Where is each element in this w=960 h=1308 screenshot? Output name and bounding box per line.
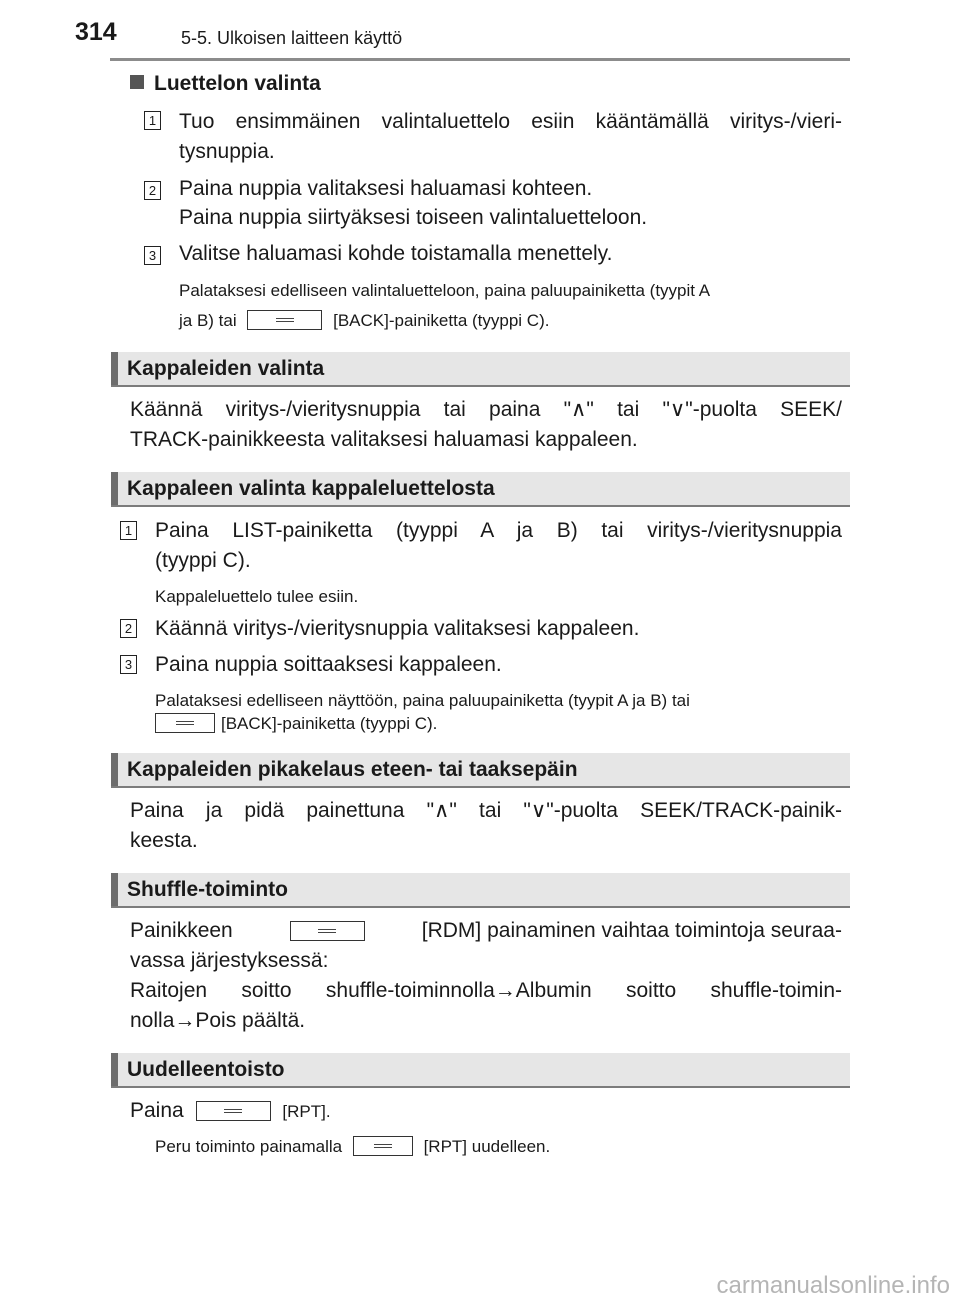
step-number-box: 3 (120, 655, 137, 674)
step-text: tysnuppia. (179, 140, 275, 163)
rpt-button-icon (196, 1101, 271, 1121)
step-number-box: 1 (144, 111, 161, 130)
step-number-box: 2 (120, 619, 137, 638)
chapter-title: 5-5. Ulkoisen laitteen käyttö (181, 28, 403, 48)
step-text: Paina LIST-painiketta (tyyppi A ja B) tai viritys-/vieritysnuppia (155, 519, 842, 542)
rdm-button-icon (290, 921, 365, 941)
step-number-box: 3 (144, 246, 161, 265)
body-text: keesta. (130, 829, 198, 852)
body-text: Painikkeen [RDM] painaminen vaihtaa toimintoja seuraa- (130, 919, 842, 942)
step-number-box: 1 (120, 521, 137, 540)
note-text: [BACK]-painiketta (tyyppi C). (155, 711, 437, 737)
section-heading-track-list: Kappaleen valinta kappaleluettelosta (111, 472, 850, 507)
note-text: Kappaleluettelo tulee esiin. (155, 587, 359, 606)
body-text: Käännä viritys-/vieritysnuppia tai paina "∧" tai "∨"-puolta SEEK/ (130, 398, 842, 421)
page-header (0, 0, 960, 62)
step-text: Tuo ensimmäinen valintaluettelo esiin kääntämällä viritys-/vieri- (179, 110, 842, 133)
section-heading-fast-forward: Kappaleiden pikakelaus eteen- tai taaksepäin (111, 753, 850, 788)
step-text: Valitse haluamasi kohde toistamalla menettely. (179, 242, 613, 265)
note-text: Palataksesi edelliseen näyttöön, paina paluupainiketta (tyypit A ja B) tai (155, 691, 690, 710)
page-number: 314 (75, 18, 117, 46)
rpt-button-icon (353, 1136, 413, 1156)
section-heading-repeat: Uudelleentoisto (111, 1053, 850, 1088)
note-text: Peru toiminto painamalla [RPT] uudelleen. (155, 1137, 551, 1156)
watermark: carmanualsonline.info (716, 1272, 950, 1299)
back-button-icon (247, 310, 322, 330)
back-button-icon (155, 713, 215, 733)
step-text: Paina nuppia siirtyäksesi toiseen valintaluetteloon. (179, 206, 648, 229)
step-text: (tyyppi C). (155, 549, 251, 572)
subheading-list-select: Luettelon valinta (130, 72, 321, 96)
step-number-box: 2 (144, 181, 161, 200)
note-text: Palataksesi edelliseen valintaluetteloon, paina paluupainiketta (tyypit A (179, 281, 711, 300)
body-text: Paina [RPT]. (130, 1099, 331, 1122)
step-text: Paina nuppia soittaaksesi kappaleen. (155, 653, 502, 676)
step-text: Käännä viritys-/vieritysnuppia valitaksesi kappaleen. (155, 617, 640, 640)
header-rule (110, 58, 850, 61)
body-text: Raitojen soitto shuffle-toiminnolla→Albumin soitto shuffle-toimin- (130, 979, 842, 1002)
step-text: Paina nuppia valitaksesi haluamasi kohteen. (179, 177, 593, 200)
body-text: vassa järjestyksessä: (130, 949, 329, 972)
note-text: ja B) tai [BACK]-painiketta (tyyppi C). (179, 311, 550, 330)
section-heading-track-select: Kappaleiden valinta (111, 352, 850, 387)
body-text: nolla→Pois päältä. (130, 1009, 306, 1032)
section-heading-shuffle: Shuffle-toiminto (111, 873, 850, 908)
body-text: Paina ja pidä painettuna "∧" tai "∨"-puolta SEEK/TRACK-painik- (130, 799, 842, 822)
square-bullet-icon (130, 75, 144, 89)
body-text: TRACK-painikkeesta valitaksesi haluamasi kappaleen. (130, 428, 638, 451)
